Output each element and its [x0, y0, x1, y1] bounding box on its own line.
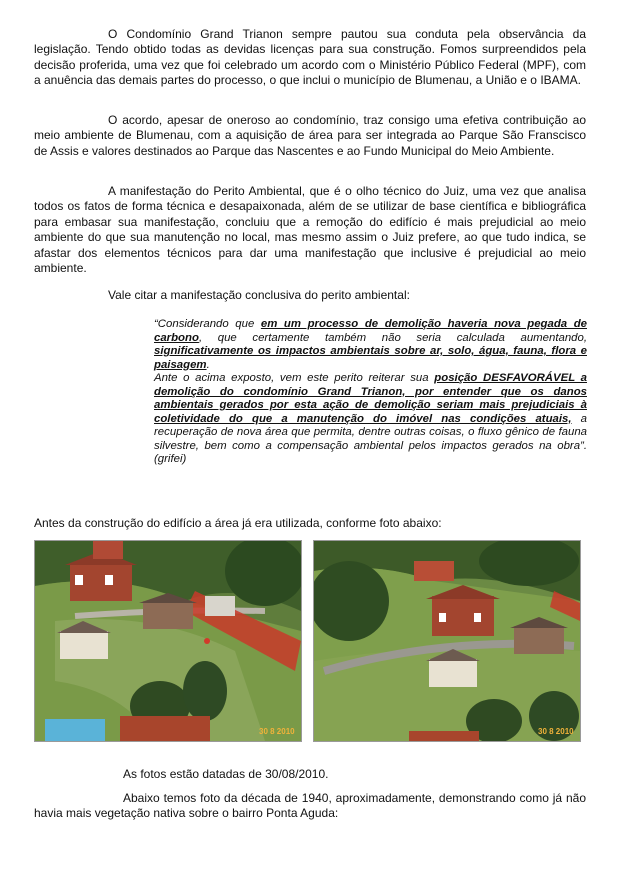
quote-text-3: .	[206, 358, 210, 371]
paragraph-before-construction: Antes da construção do edifício a área já era utilizada, conforme foto abaixo:	[34, 516, 442, 530]
photo-date-stamp-left: 30 8 2010	[259, 727, 295, 736]
paragraph-photo-dates: As fotos estão datadas de 30/08/2010.	[123, 767, 329, 781]
paragraph-1940-photo: Abaixo temos foto da década de 1940, aproximadamente, demonstrando como já não havia mais vegetação nativa sobre o bairro Ponta Aguda:	[34, 791, 586, 821]
aerial-photo-right-image	[314, 541, 580, 741]
paragraph-expert: A manifestação do Perito Ambiental, que é o olho técnico do Juiz, uma vez que analisa todos os fatos de forma técnica e desapaixonada, além de se utilizar de base científica e bibliográfica para embasar sua manifestação, concluiu que a remoção do edifício é mais prejudicial ao meio ambiente do que sua manutenção no local, mas mesmo assim o Juiz prefere, ao que tudo indica, se afastar dos elementos técnicos para dar uma manifestação que inclusive é prejudicial ao meio ambiente.	[34, 184, 586, 276]
expert-quote	[154, 318, 587, 467]
quote-emphasis-impacts: significativamente os impactos ambientais sobre ar, solo, água, fauna, flora e paisagem	[154, 345, 587, 371]
quote-text-2: , que certamente também não seria calculada aumentando,	[198, 331, 587, 344]
quote-text-5: a recuperação de nova área que permita, dentre outras coisas, o fluxo gênico de fauna silvestre, bem como a compensação ambiental pelos impactos gerados na obra”. (grifei)	[154, 412, 587, 465]
paragraph-quote-intro: Vale citar a manifestação conclusiva do perito ambiental:	[108, 288, 410, 302]
aerial-photo-left-image	[35, 541, 301, 741]
aerial-photo-left	[34, 540, 302, 742]
photo-date-stamp-right: 30 8 2010	[538, 727, 574, 736]
quote-emphasis-carbon: em um processo de demolição haveria nova pegada de carbono	[154, 318, 587, 344]
quote-emphasis-position: posição DESFAVORÁVEL a demolição do condomínio Grand Trianon, por entender que os danos ambientais gerados por esta ação de demolição seriam mais prejudiciais à coletividade do que a manutenção do imóvel nas condições atuais,	[154, 372, 587, 425]
quote-text-4: Ante o acima exposto, vem este perito reiterar sua	[154, 372, 435, 384]
quote-text-1: “Considerando que	[154, 318, 261, 330]
paragraph-agreement: O acordo, apesar de oneroso ao condomínio, traz consigo uma efetiva contribuição ao meio ambiente de Blumenau, com a aquisição de área para ser integrada ao Parque São Franscisco de Assis e valores destinados ao Parque das Nascentes e ao Fundo Municipal do Meio Ambiente.	[34, 113, 586, 158]
aerial-photo-right	[313, 540, 581, 742]
paragraph-legislation: O Condomínio Grand Trianon sempre pautou sua conduta pela observância da legislação. Tendo obtido todas as devidas licenças para sua construção. Fomos surpreendidos pela decisão proferida, uma vez que foi celebrado um acordo com o Ministério Público Federal (MPF), com a anuência das demais partes do processo, o que inclui o município de Blumenau, a União e o IBAMA.	[34, 27, 586, 88]
